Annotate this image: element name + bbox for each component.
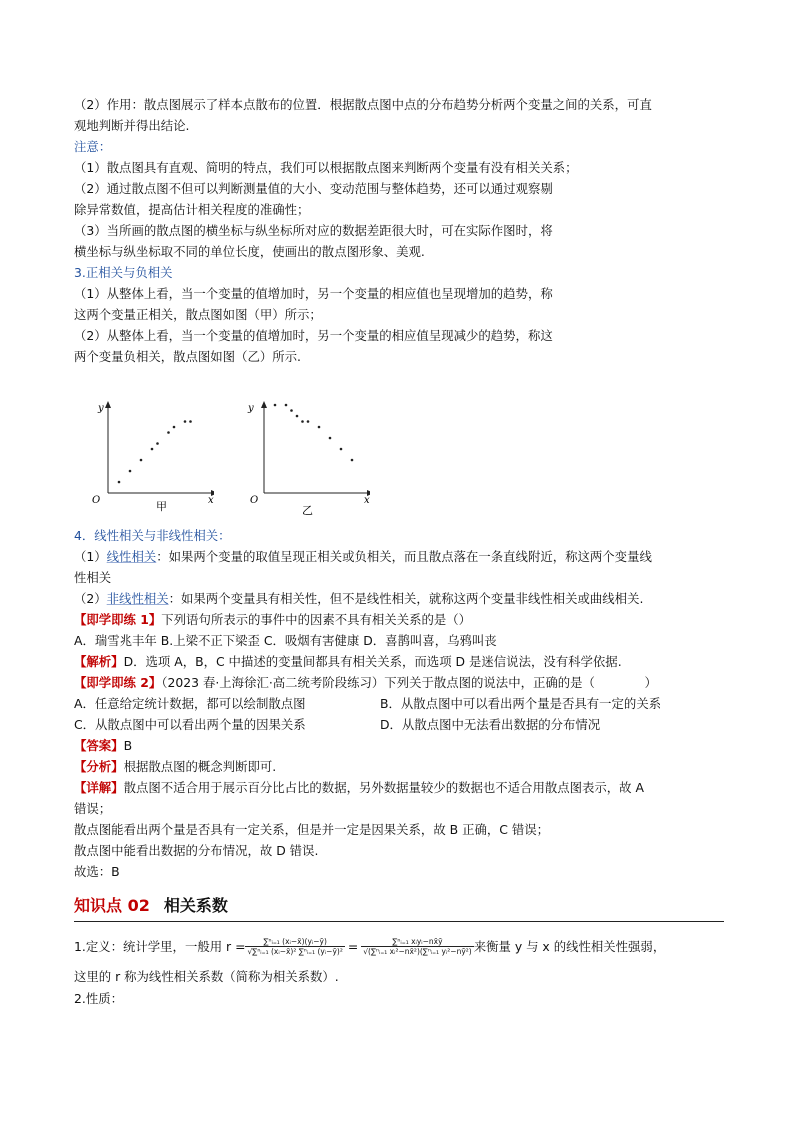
options-row <box>74 693 724 714</box>
scatter-point <box>129 470 132 473</box>
formula-fraction-1: $\frac{\text{∑ⁿᵢ₌₁ (xᵢ−x̄)(yᵢ−ȳ)}}{\text{√∑ⁿᵢ₌₁ (xᵢ−x̄)² ∑ⁿᵢ₌₁ (yᵢ−ȳ)²}}$ <box>247 936 343 956</box>
scatter-figures <box>74 397 724 517</box>
scatter-point <box>173 426 176 429</box>
text-line: 性相关 <box>74 570 112 585</box>
definition-block <box>74 926 754 1010</box>
scatter-point <box>318 426 321 429</box>
scatter-point <box>329 437 332 440</box>
knowledge-point-number: 知识点 02 <box>74 896 150 915</box>
text-line: 两个变量负相关，散点图如图（乙）所示. <box>74 349 301 364</box>
figure-caption: 甲 <box>156 500 167 513</box>
text-line: （1）散点图具有直观、简明的特点，我们可以根据散点图来判断两个变量有没有相关关系； <box>74 160 578 175</box>
practice-1-analysis: 【解析】D．选项 A，B，C 中描述的变量间都具有相关关系，而选项 D 是迷信说法，没有科学依据. <box>74 654 622 669</box>
text-line: 横坐标与纵坐标取不同的单位长度，使画出的散点图形象、美观. <box>74 244 425 259</box>
scatter-point <box>285 404 288 407</box>
detail-line: 【详解】散点图不适合用于展示百分比占比的数据，另外数据量较少的数据也不适合用散点图表示，故 A <box>74 780 644 795</box>
option-d: D．从散点图中无法看出数据的分布情况 <box>380 717 601 732</box>
section-heading: 3.正相关与负相关 <box>74 265 173 280</box>
option-c: C．从散点图中可以看出两个量的因果关系 <box>74 717 306 732</box>
figure-caption: 乙 <box>302 504 313 517</box>
term-nonlinear: 非线性相关 <box>106 591 169 606</box>
text-line: （1）从整体上看，当一个变量的值增加时，另一个变量的相应值也呈现增加的趋势，称 <box>74 286 553 301</box>
text-line: 这两个变量正相关，散点图如图（甲）所示； <box>74 307 322 322</box>
text-line: （2）从整体上看，当一个变量的值增加时，另一个变量的相应值呈现减少的趋势，称这 <box>74 328 553 343</box>
scatter-point <box>184 420 187 423</box>
text-line: （3）当所画的散点图的横坐标与纵坐标所对应的数据差距很大时，可在实际作图时，将 <box>74 223 553 238</box>
text-line: 观地判断并得出结论. <box>74 118 190 133</box>
answer-line: 【答案】B <box>74 738 133 753</box>
y-axis-label: y <box>248 403 254 414</box>
text-line: （2）作用：散点图展示了样本点散布的位置．根据散点图中点的分布趋势分析两个变量之间的关系，可直 <box>74 97 652 112</box>
scatter-point <box>340 448 343 451</box>
scatter-point <box>307 420 310 423</box>
knowledge-point-title: 相关系数 <box>163 896 228 915</box>
origin-label: O <box>250 495 259 506</box>
practice-1-question: 【即学即练 1】下列语句所表示的事件中的因素不具有相关关系的是（） <box>74 612 472 627</box>
scatter-point <box>351 459 354 462</box>
scatter-point <box>156 442 159 445</box>
text-line: 2.性质： <box>74 991 123 1006</box>
scatter-plot-jia <box>84 397 214 517</box>
x-axis-label: x <box>208 495 214 506</box>
practice-1-options: A．瑞雪兆丰年 B.上梁不正下梁歪 C．吸烟有害健康 D．喜鹊叫喜，乌鸦叫丧 <box>74 633 497 648</box>
scatter-point <box>151 448 154 451</box>
options-row <box>74 714 724 735</box>
scatter-point <box>290 409 293 412</box>
scatter-plot-yi <box>240 397 370 517</box>
text-line: 除异常数值，提高估计相关程度的准确性； <box>74 202 310 217</box>
scatter-point <box>296 415 299 418</box>
formula-fraction-2: $\frac{\text{∑ⁿᵢ₌₁ xᵢyᵢ−nx̄ȳ}}{\text{√(∑ⁿᵢ₌₁ xᵢ²−nx̄²)(∑ⁿᵢ₌₁ yᵢ²−nȳ²)}}$ <box>363 936 472 956</box>
scatter-point <box>274 404 277 407</box>
text-line: 散点图能看出两个量是否具有一定关系，但是并一定是因果关系，故 B 正确，C 错误； <box>74 822 550 837</box>
scatter-point <box>301 420 304 423</box>
practice-tag: 【即学即练 1】 <box>74 612 162 627</box>
text-line: 散点图中能看出数据的分布情况，故 D 错误. <box>74 843 319 858</box>
text-line: （2）通过散点图不但可以判断测量值的大小、变动范围与整体趋势，还可以通过观察剔 <box>74 181 553 196</box>
term-linear: 线性相关 <box>106 549 157 564</box>
option-b: B．从散点图中可以看出两个量是否具有一定的关系 <box>380 696 662 711</box>
text-line: （2）非线性相关：如果两个变量具有相关性，但不是线性相关，就称这两个变量非线性相关或曲线相关. <box>74 591 644 606</box>
scatter-point <box>140 459 143 462</box>
practice-tag: 【即学即练 2】 <box>74 675 162 690</box>
document-body <box>74 94 724 882</box>
scatter-point <box>118 481 121 484</box>
section-heading: 4．线性相关与非线性相关： <box>74 528 231 543</box>
text-line: 错误； <box>74 801 112 816</box>
analysis-line: 【分析】根据散点图的概念判断即可. <box>74 759 277 774</box>
note-heading: 注意： <box>74 139 112 154</box>
knowledge-point-heading <box>74 893 724 922</box>
y-axis-label: y <box>98 403 104 414</box>
text-line: 故选：B <box>74 864 120 879</box>
text-line: 这里的 r 称为线性相关系数（简称为相关系数）. <box>74 969 339 984</box>
definition-line: 1.定义：统计学里，一般用 r = $\frac{\text{∑ⁿᵢ₌₁ (xᵢ−x̄)(yᵢ−ȳ)}}{\text{√∑ⁿᵢ₌₁ (xᵢ−x̄)² ∑ⁿᵢ₌₁ (yᵢ−ȳ)²}}$ = $\frac{\text{∑ⁿᵢ₌₁ xᵢyᵢ−nx̄ȳ}}{\text{√(∑ⁿᵢ₌₁ xᵢ²−nx̄²)(∑ⁿᵢ₌₁ yᵢ²−nȳ²)}}$ 来衡量 y 与 x 的线性相关性强弱， <box>74 936 666 956</box>
option-a: A．任意给定统计数据，都可以绘制散点图 <box>74 696 306 711</box>
text-line: （1）线性相关：如果两个变量的取值呈现正相关或负相关，而且散点落在一条直线附近，称这两个变量线 <box>74 549 652 564</box>
scatter-point <box>189 420 192 423</box>
x-axis-label: x <box>364 495 370 506</box>
practice-2-question: 【即学即练 2】（2023 春·上海徐汇·高二统考阶段练习）下列关于散点图的说法中，正确的是（ ） <box>74 675 657 690</box>
origin-label: O <box>92 495 101 506</box>
scatter-point <box>167 431 170 434</box>
